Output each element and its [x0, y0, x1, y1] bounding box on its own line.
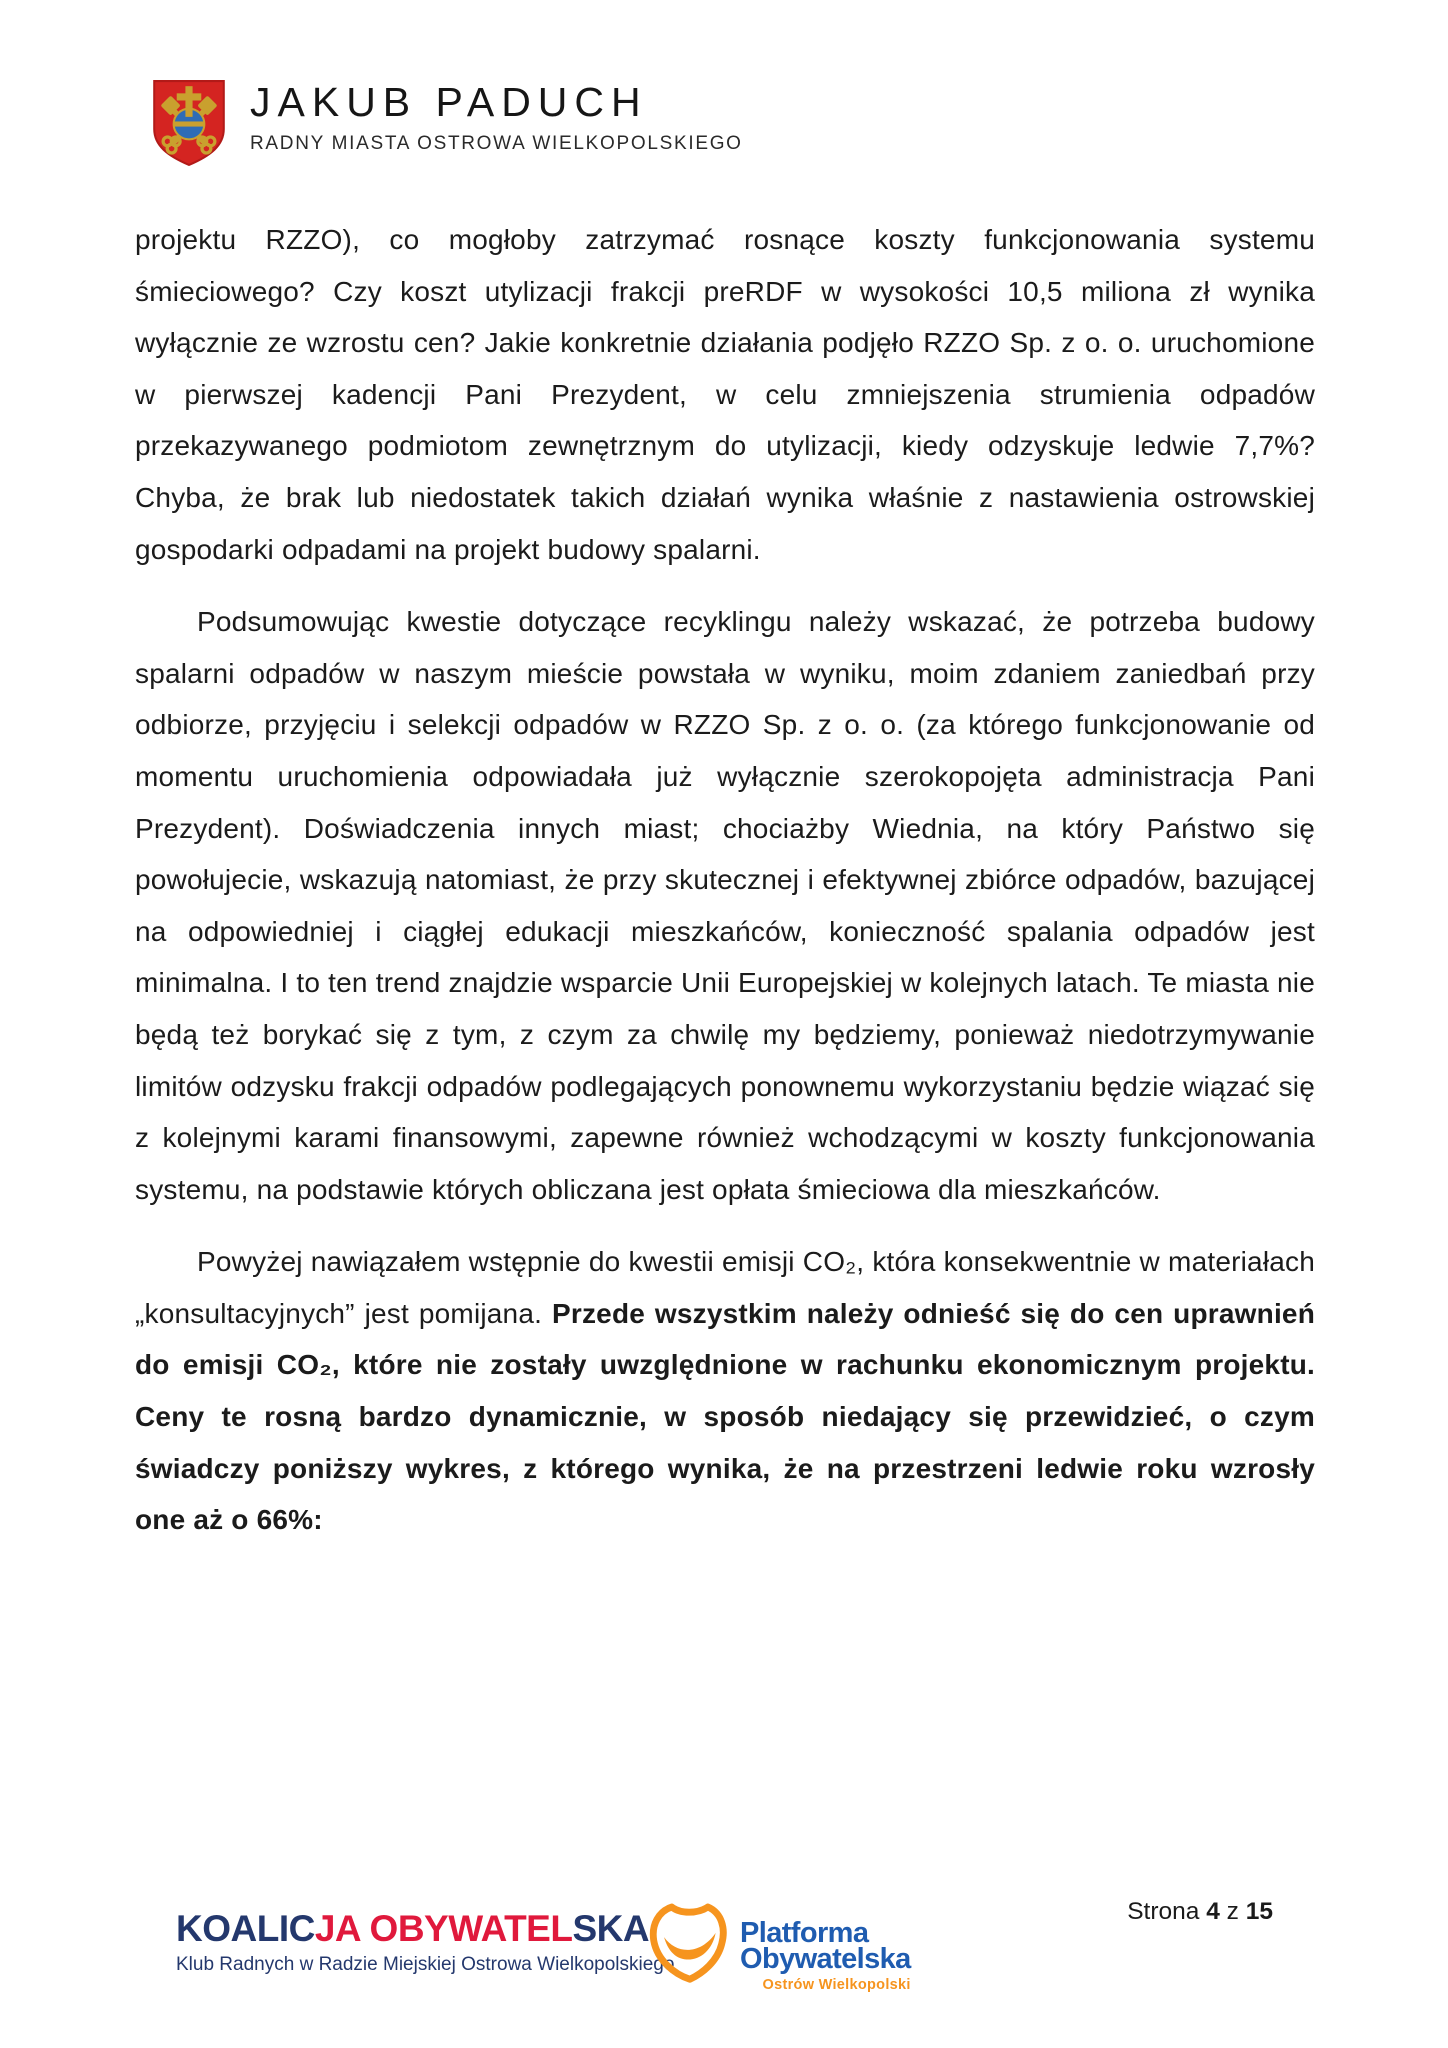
coat-of-arms-icon: [150, 78, 228, 168]
paragraph: Podsumowując kwestie dotyczące recyklingu należy wskazać, że potrzeba budowy spalarni odpadów w naszym mieście powstała w wyniku, moim zdaniem zaniedbań przy odbiorze, przyjęciu i selekcji odpadów w RZZO Sp. z o. o. (za którego funkcjonowanie od momentu uruchomienia odpowiadała już wyłącznie szerokopojęta administracja Pani Prezydent). Doświadczenia innych miast; chociażby Wiednia, na który Państwo się powołujecie, wskazują natomiast, że przy skutecznej i efektywnej zbiórce odpadów, bazującej na odpowiedniej i ciągłej edukacji mieszkańców, konieczność spalania odpadów jest minimalna. I to ten trend znajdzie wsparcie Unii Europejskiej w kolejnych latach. Te miasta nie będą też borykać się z tym, z czym za chwilę my będziemy, ponieważ niedotrzymywanie limitów odzysku frakcji odpadów podlegających ponownemu wykorzystaniu będzie wiązać się z kolejnymi karami finansowymi, zapewne również wchodzącymi w koszty funkcjonowania systemu, na podstawie których obliczana jest opłata śmieciowa dla mieszkańców.: [135, 606, 1315, 1205]
ko-wordmark-part3: SKA: [572, 1908, 650, 1949]
paragraph: [135, 1236, 1315, 1546]
platforma-obywatelska-logo: [646, 1894, 911, 1994]
po-city-label: Ostrów Wielkopolski: [762, 1977, 911, 1993]
document-body: [135, 214, 1315, 1567]
platforma-obywatelska-icon: [646, 1894, 732, 1994]
page-number-of-word: z: [1226, 1898, 1239, 1925]
page-number-total: 15: [1245, 1898, 1273, 1925]
ko-wordmark-part1: KOALIC: [176, 1908, 315, 1949]
page-number-label: Strona: [1127, 1898, 1200, 1925]
letterhead-text: [250, 78, 743, 155]
paragraph-normal-text: Powyżej nawiązałem wstępnie do kwestii emisji CO₂, która konsekwentnie w materiałach „konsultacyjnych” jest pomijana.: [135, 1246, 1315, 1329]
po-wordmark-line2: Obywatelska: [740, 1943, 911, 1975]
page-number-current: 4: [1206, 1898, 1220, 1925]
platforma-obywatelska-text: [740, 1894, 911, 1994]
author-name: JAKUB PADUCH: [250, 79, 648, 125]
paragraph-bold-text: Przede wszystkim należy odnieść się do cen uprawnień do emisji CO₂, które nie zostały uwzględnione w rachunku ekonomicznym projektu. Ceny te rosną bardzo dynamicznie, w sposób niedający się przewidzieć, o czym świadczy poniższy wykres, z którego wynika, że na przestrzeni ledwie roku wzrosły one aż o 66%:: [135, 1297, 1315, 1536]
ko-wordmark-part2: JA OBYWATEL: [314, 1908, 573, 1949]
po-wordmark-line1: Platforma: [740, 1917, 869, 1949]
page-number: [1127, 1898, 1273, 1926]
author-role: RADNY MIASTA OSTROWA WIELKOPOLSKIEGO: [250, 133, 743, 154]
koalicja-obywatelska-logo: [176, 1908, 675, 1976]
koalicja-obywatelska-wordmark: [176, 1908, 650, 1949]
koalicja-obywatelska-subtitle: Klub Radnych w Radzie Miejskiej Ostrowa Wielkopolskiego: [176, 1954, 675, 1975]
letterhead: [150, 78, 743, 168]
paragraph: projektu RZZO), co mogłoby zatrzymać rosnące koszty funkcjonowania systemu śmieciowego? Czy koszt utylizacji frakcji preRDF w wysokości 10,5 miliona zł wynika wyłącznie ze wzrostu cen? Jakie konkretnie działania podjęło RZZO Sp. z o. o. uruchomione w pierwszej kadencji Pani Prezydent, w celu zmniejszenia strumienia odpadów przekazywanego podmiotom zewnętrznym do utylizacji, kiedy odzyskuje ledwie 7,7%? Chyba, że brak lub niedostatek takich działań wynika właśnie z nastawienia ostrowskiej gospodarki odpadami na projekt budowy spalarni.: [135, 224, 1315, 565]
